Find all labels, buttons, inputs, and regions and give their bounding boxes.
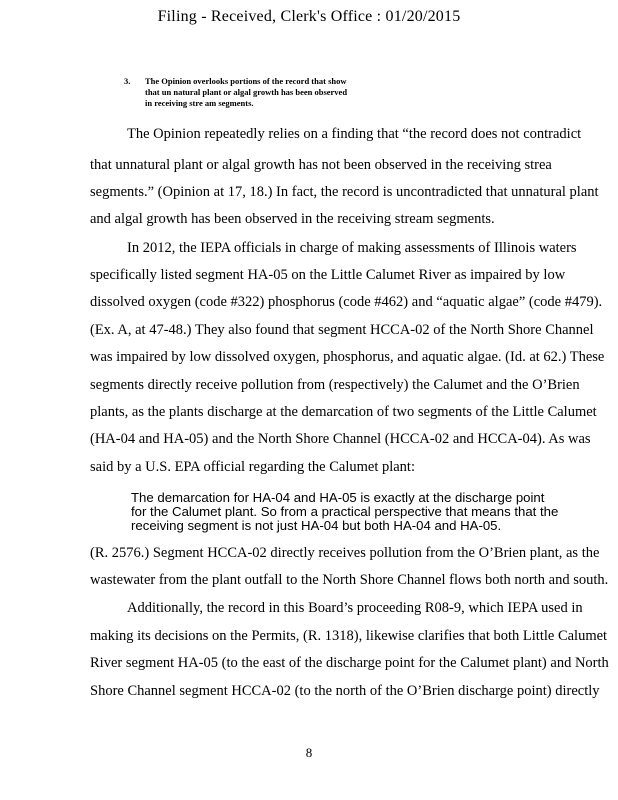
body-line: segments.” (Opinion at 17, 18.) In fact, the record is uncontradicted that unnatural plant	[90, 184, 599, 200]
filing-header: Filing - Received, Clerk's Office : 01/20/2015	[157, 8, 461, 25]
section-heading-text: The Opinion overlooks portions of the record that show that un natural plant or algal growth has been observed in receiving stre am segments.	[145, 76, 348, 108]
body-line: dissolved oxygen (code #322) phosphorus (code #462) and “aquatic algae” (code #479).	[90, 294, 603, 310]
body-line: (HA-04 and HA-05) and the North Shore Channel (HCCA-02 and HCCA-04). As was	[90, 431, 591, 447]
section-heading	[124, 76, 354, 109]
body-line: Additionally, the record in this Board’s proceeding R08-9, which IEPA used in	[127, 600, 583, 616]
body-line: that unnatural plant or algal growth has not been observed in the receiving strea	[90, 157, 552, 173]
body-line: (Ex. A, at 47-48.) They also found that segment HCCA-02 of the North Shore Channel	[90, 322, 594, 338]
quote-line: The demarcation for HA-04 and HA-05 is exactly at the discharge point	[131, 490, 545, 505]
quote-line: receiving segment is not just HA-04 but both HA-04 and HA-05.	[131, 518, 502, 533]
body-line: specifically listed segment HA-05 on the Little Calumet River as impaired by low	[90, 267, 566, 283]
body-line: The Opinion repeatedly relies on a finding that “the record does not contradict	[127, 126, 582, 142]
body-line: segments directly receive pollution from (respectively) the Calumet and the O’Brien	[90, 377, 580, 393]
page-number: 8	[305, 745, 313, 760]
body-line: (R. 2576.) Segment HCCA-02 directly receives pollution from the O’Brien plant, as the	[90, 545, 600, 561]
body-line: wastewater from the plant outfall to the North Shore Channel flows both north and south.	[90, 572, 609, 588]
body-line: said by a U.S. EPA official regarding the Calumet plant:	[90, 459, 415, 475]
body-line: River segment HA-05 (to the east of the discharge point for the Calumet plant) and North	[90, 655, 609, 671]
body-line: plants, as the plants discharge at the demarcation of two segments of the Little Calumet	[90, 404, 597, 420]
body-line: was impaired by low dissolved oxygen, phosphorus, and aquatic algae. (Id. at 62.) These	[90, 349, 605, 365]
block-quote	[131, 490, 559, 533]
body-line: making its decisions on the Permits, (R. 1318), likewise clarifies that both Little Calumet	[90, 628, 608, 644]
section-number: 3.	[124, 76, 131, 86]
body-line: Shore Channel segment HCCA-02 (to the north of the O’Brien discharge point) directly	[90, 683, 600, 699]
body-line: In 2012, the IEPA officials in charge of making assessments of Illinois waters	[127, 240, 577, 256]
body-line: and algal growth has been observed in the receiving stream segments.	[90, 211, 495, 227]
quote-line: for the Calumet plant. So from a practical perspective that means that the	[131, 504, 559, 519]
